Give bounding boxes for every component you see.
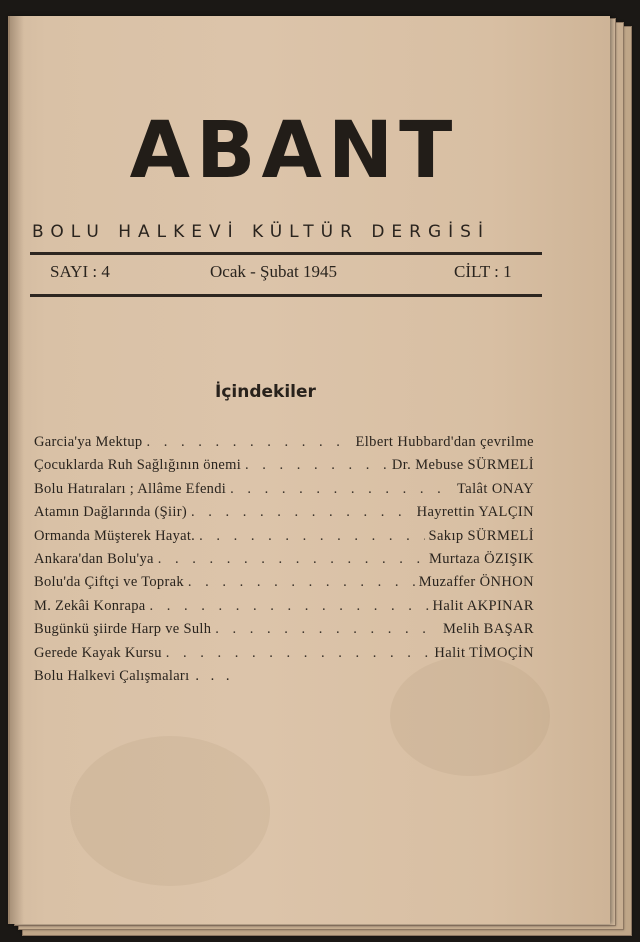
dot-leader: [230, 481, 453, 498]
divider-rule: [30, 252, 542, 255]
toc-entry-author: Elbert Hubbard'dan çevrilme: [355, 434, 534, 450]
toc-entry: [34, 668, 534, 691]
toc-entry-title: Bugünkü şiirde Harp ve Sulh: [34, 621, 212, 638]
toc-entry: [34, 551, 534, 574]
toc-entry: [34, 621, 534, 644]
toc-entry-title: Atamın Dağlarında (Şiir): [34, 504, 187, 521]
dot-leader: [199, 528, 424, 545]
table-of-contents: [34, 434, 534, 691]
toc-entry-author: Sakıp SÜRMELİ: [428, 527, 534, 544]
toc-entry: [34, 504, 534, 527]
dot-leader: [158, 551, 425, 568]
toc-entry: [34, 457, 534, 480]
toc-entry-author: Murtaza ÖZIŞIK: [428, 550, 534, 567]
dot-leader: [166, 645, 431, 662]
toc-entry-author: Halit AKPINAR: [432, 597, 534, 614]
contents-heading: İçindekiler: [215, 382, 316, 402]
issue-volume: CİLT : 1: [454, 262, 512, 281]
issue-info-line: [30, 262, 542, 286]
dot-leader: [146, 434, 351, 451]
toc-entry-title: Çocuklarda Ruh Sağlığının önemi: [34, 457, 242, 474]
toc-entry-title: Bolu'da Çiftçi ve Toprak: [34, 574, 184, 591]
divider-rule: [30, 294, 542, 297]
toc-entry-author: Talât ONAY: [457, 480, 534, 497]
dot-leader: [150, 598, 429, 615]
toc-entry-title: Ankara'dan Bolu'ya: [34, 550, 154, 567]
toc-entry: [34, 574, 534, 597]
toc-entry-author: Hayrettin YALÇIN: [416, 504, 534, 521]
toc-entry: [34, 481, 534, 504]
toc-entry: [34, 528, 534, 551]
toc-entry-author: Melih BAŞAR: [442, 621, 534, 638]
journal-cover-page: [8, 16, 610, 924]
issue-date: Ocak - Şubat 1945: [210, 262, 338, 281]
toc-entry: [34, 598, 534, 621]
paper-stain: [70, 736, 270, 886]
dot-leader: [215, 621, 439, 638]
dot-leader: [245, 457, 388, 474]
toc-entry-author: Halit TİMOÇİN: [434, 644, 534, 661]
journal-title: ABANT: [129, 106, 459, 196]
dot-leader: [191, 504, 413, 521]
toc-entry-title: Bolu Halkevi Çalışmaları: [34, 667, 190, 684]
toc-entry-author: Dr. Mebuse SÜRMELİ: [391, 457, 534, 474]
toc-entry-title: Garcia'ya Mektup: [34, 434, 143, 450]
toc-entry-title: Bolu Hatıraları ; Allâme Efendi: [34, 480, 227, 497]
toc-entry-title: M. Zekâi Konrapa: [34, 597, 146, 614]
toc-entry-title: Ormanda Müşterek Hayat.: [34, 527, 196, 544]
binding-shadow: [10, 16, 24, 924]
issue-number: SAYI : 4: [50, 262, 110, 281]
dot-leader: [188, 574, 415, 591]
toc-entry: [34, 434, 534, 457]
dot-leader: . . .: [195, 667, 234, 684]
toc-entry: [34, 645, 534, 668]
toc-entry-title: Gerede Kayak Kursu: [34, 644, 162, 661]
journal-subtitle: BOLU HALKEVİ KÜLTÜR DERGİSİ: [32, 222, 490, 242]
toc-entry-author: Muzaffer ÖNHON: [418, 574, 534, 591]
